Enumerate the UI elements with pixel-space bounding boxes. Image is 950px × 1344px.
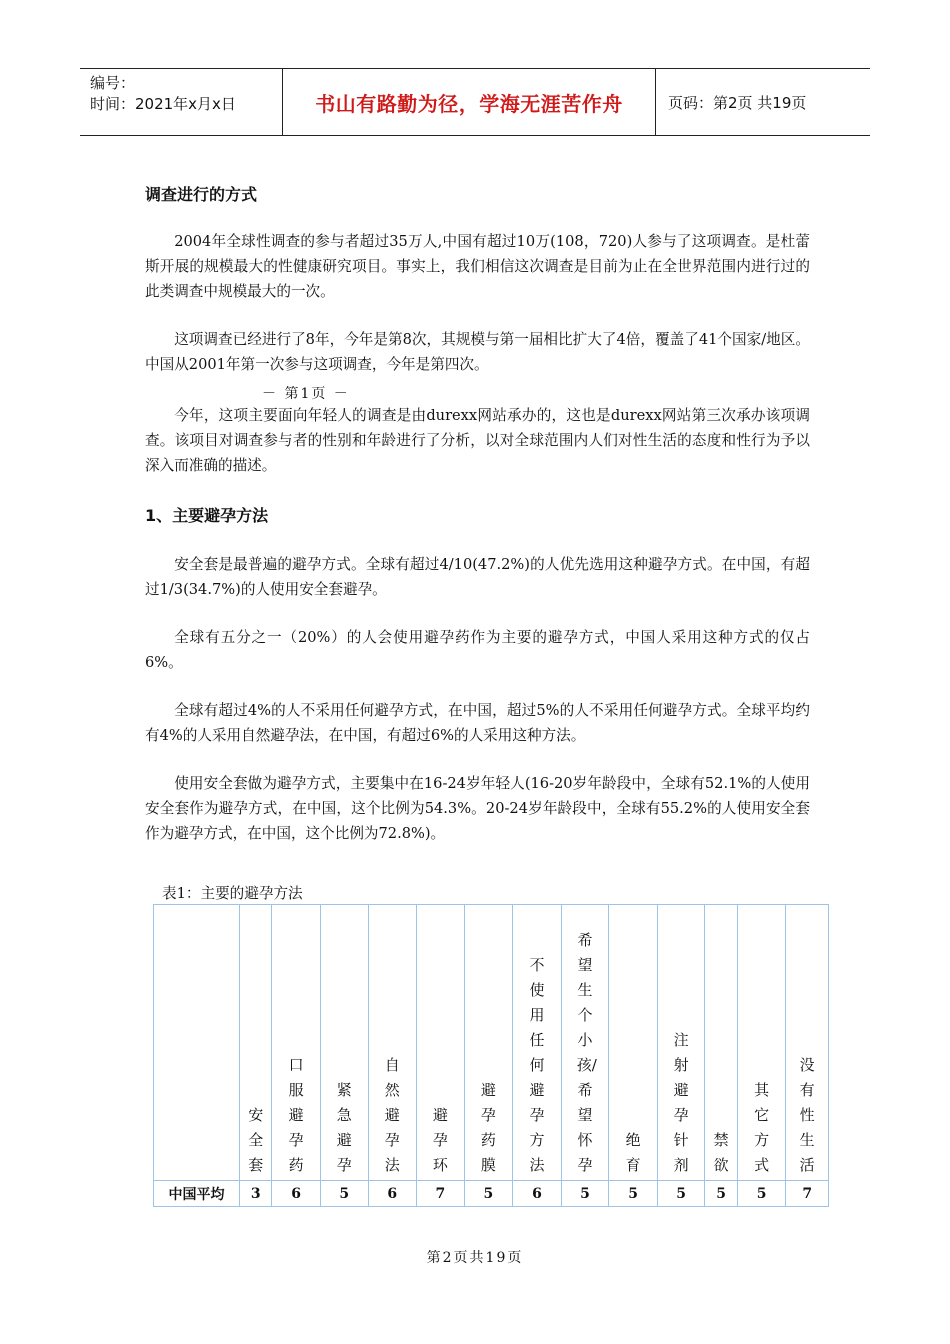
table-cell: 5	[464, 1181, 513, 1207]
document-number: 编号：	[90, 74, 136, 92]
table-header-row	[154, 905, 829, 1181]
header-motto: 书山有路勤为径，学海无涯苦作舟	[315, 91, 623, 116]
table-cell: 5	[320, 1181, 368, 1207]
table-cell: 5	[561, 1181, 609, 1207]
page-info-text: 页码：第2页 共19页	[668, 93, 807, 112]
inline-page-marker: － 第1页 －	[262, 386, 350, 402]
table-cell: 5	[657, 1181, 705, 1207]
paragraph-survey-scale: 2004年全球性调查的参与者超过35万人,中国有超过10万(108，720)人参与了这项调查。是杜蕾斯开展的规模最大的性健康研究项目。事实上，我们相信这次调查是目前为止在全世界范围内进行过的此类调查中规模最大的一次。	[145, 233, 810, 300]
table-cell: 3	[240, 1181, 272, 1207]
paragraph-condom-usage: 安全套是最普遍的避孕方式。全球有超过4/10(47.2%)的人优先选用这种避孕方式。在中国，有超过1/3(34.7%)的人使用安全套避孕。	[145, 556, 810, 598]
column-header: 希望生个小孩/希望怀孕	[561, 905, 609, 1181]
column-header: 自然避孕法	[368, 905, 417, 1181]
table-corner-cell	[154, 905, 240, 1181]
paragraph-survey-host: 今年，这项主要面向年轻人的调查是由durexx网站承办的，这也是durexx网站第三次承办该项调查。该项目对调查参与者的性别和年龄进行了分析，以对全球范围内人们对性生活的态度和性行为予以深入而准确的描述。	[145, 407, 810, 474]
column-header: 避孕环	[417, 905, 465, 1181]
header-motto-cell	[283, 69, 656, 135]
paragraph-survey-history: 这项调查已经进行了8年，今年是第8次，其规模与第一届相比扩大了4倍，覆盖了41个国家/地区。中国从2001年第一次参与这项调查，今年是第四次。	[145, 331, 810, 373]
document-body	[145, 183, 810, 846]
column-header: 绝育	[609, 905, 658, 1181]
table-row	[154, 1181, 829, 1207]
table-cell: 7	[786, 1181, 829, 1207]
column-header: 避孕药膜	[464, 905, 513, 1181]
contraception-table	[153, 904, 829, 1207]
column-header: 口服避孕药	[272, 905, 321, 1181]
page-footer: 第2页共19页	[426, 1250, 524, 1266]
paragraph-pill-usage: 全球有五分之一（20%）的人会使用避孕药作为主要的避孕方式，中国人采用这种方式的仅占6%。	[145, 629, 810, 671]
column-header: 不使用任何避孕方法	[513, 905, 562, 1181]
table-cell: 6	[513, 1181, 562, 1207]
column-header: 其它方式	[737, 905, 786, 1181]
section-heading-method: 调查进行的方式	[145, 185, 258, 204]
page-header	[80, 68, 870, 136]
table-cell: 5	[609, 1181, 658, 1207]
column-header: 没有性生活	[786, 905, 829, 1181]
paragraph-no-method: 全球有超过4%的人不采用任何避孕方式，在中国，超过5%的人不采用任何避孕方式。全球平均约有4%的人采用自然避孕法，在中国，有超过6%的人采用这种方法。	[145, 702, 810, 744]
column-header: 紧急避孕	[320, 905, 368, 1181]
column-header: 注射避孕针剂	[657, 905, 705, 1181]
header-meta	[80, 69, 283, 135]
header-page-info	[656, 69, 870, 135]
table-cell: 7	[417, 1181, 465, 1207]
paragraph-age-groups: 使用安全套做为避孕方式，主要集中在16-24岁年轻人(16-20岁年龄段中，全球有52.1%的人使用安全套作为避孕方式，在中国，这个比例为54.3%。20-24岁年龄段中，全球有55.2%的人使用安全套作为避孕方式，在中国，这个比例为72.8%)。	[145, 775, 810, 842]
table-cell: 5	[705, 1181, 737, 1207]
section-heading-contraception: 1、主要避孕方法	[145, 506, 269, 525]
column-header: 安全套	[240, 905, 272, 1181]
table-caption: 表1：主要的避孕方法	[162, 885, 303, 902]
row-label: 中国平均	[154, 1181, 240, 1207]
document-date: 时间：2021年x月x日	[90, 95, 236, 113]
column-header: 禁欲	[705, 905, 737, 1181]
table-cell: 6	[272, 1181, 321, 1207]
table-cell: 6	[368, 1181, 417, 1207]
table-cell: 5	[737, 1181, 786, 1207]
